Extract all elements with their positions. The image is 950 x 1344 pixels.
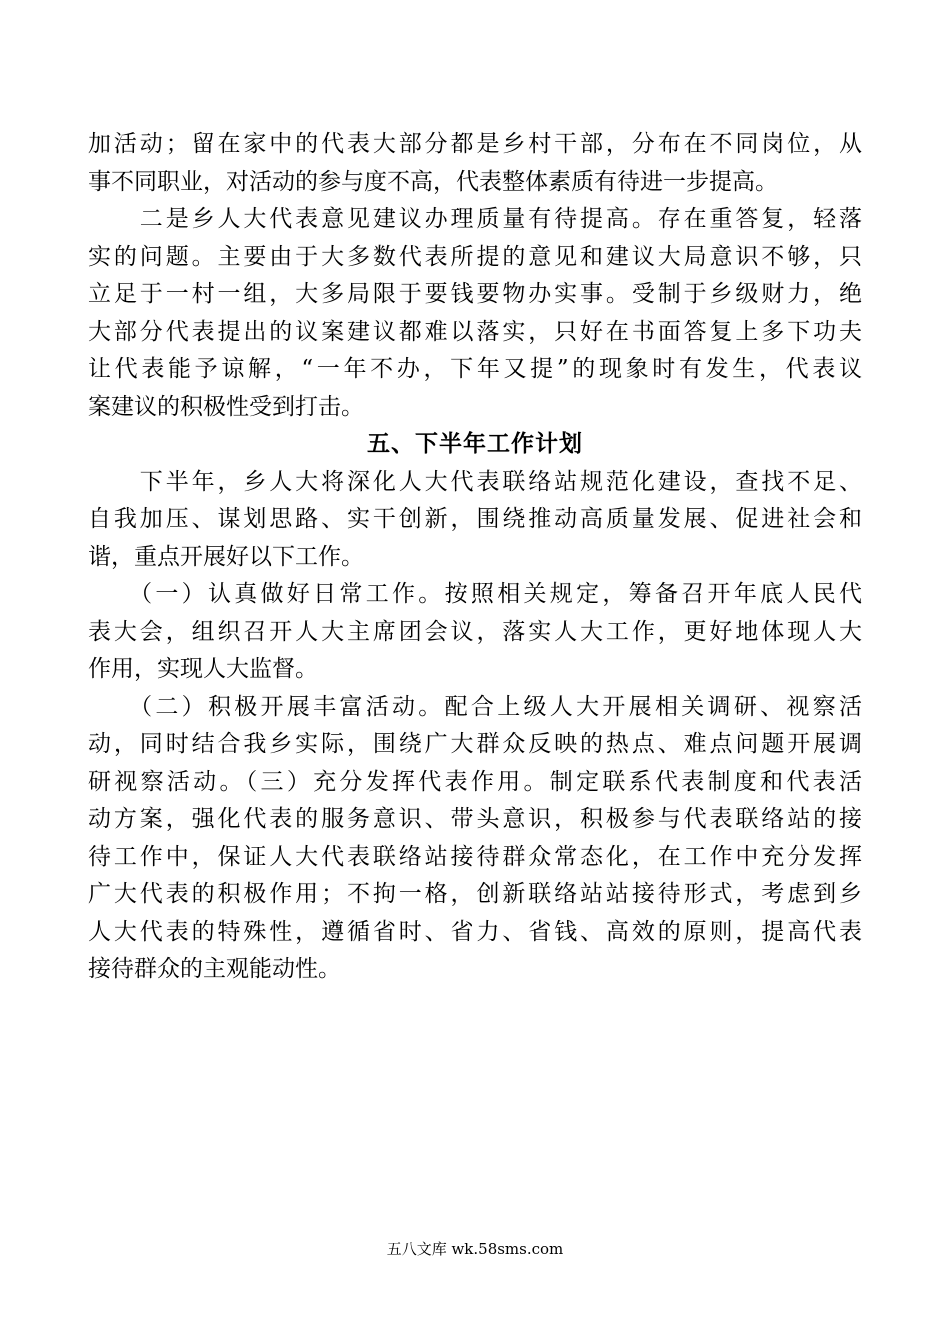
paragraph-line: 谐，重点开展好以下工作。	[88, 543, 364, 570]
paragraph-line: 实的问题。主要由于大多数代表所提的意见和建议大局意识不够，只	[88, 243, 862, 270]
paragraph-line: 案建议的积极性受到打击。	[88, 393, 364, 420]
paragraph-line: 作用，实现人大监督。	[88, 656, 318, 682]
paragraph-line: 立足于一村一组，大多局限于要钱要物办实事。受制于乡级财力，绝	[88, 281, 862, 307]
paragraph-line: 人大代表的特殊性，遵循省时、省力、省钱、高效的原则，提高代表	[88, 918, 862, 945]
paragraph-line: 大部分代表提出的议案建议都难以落实，只好在书面答复上多下功夫	[88, 318, 862, 345]
paragraph-line: 二是乡人大代表意见建议办理质量有待提高。存在重答复，轻落	[88, 206, 862, 232]
section-heading: 五、下半年工作计划	[367, 431, 583, 457]
paragraph-line: （二）积极开展丰富活动。配合上级人大开展相关调研、视察活	[88, 693, 862, 720]
paragraph-line: 事不同职业，对活动的参与度不高，代表整体素质有待进一步提高。	[88, 168, 778, 195]
paragraph-line: 让代表能予谅解，“一年不办，下年又提”的现象时有发生，代表议	[88, 356, 862, 382]
paragraph-line: 动，同时结合我乡实际，围绕广大群众反映的热点、难点问题开展调	[88, 731, 862, 757]
paragraph-line: 表大会，组织召开人大主席团会议，落实人大工作，更好地体现人大	[88, 618, 862, 645]
paragraph-line: 接待群众的主观能动性。	[88, 956, 341, 982]
paragraph-line: 广大代表的积极作用；不拘一格，创新联络站站接待形式，考虑到乡	[88, 881, 862, 907]
paragraph-line: 待工作中，保证人大代表联络站接待群众常态化，在工作中充分发挥	[88, 843, 862, 870]
paragraph-line: 研视察活动。（三）充分发挥代表作用。制定联系代表制度和代表活	[88, 768, 862, 795]
paragraph-line: （一）认真做好日常工作。按照相关规定，筹备召开年底人民代	[88, 581, 862, 607]
document-body	[88, 126, 862, 989]
paragraph-line: 加活动；留在家中的代表大部分都是乡村干部，分布在不同岗位，从	[88, 131, 862, 157]
paragraph-line: 动方案，强化代表的服务意识、带头意识，积极参与代表联络站的接	[88, 806, 862, 832]
paragraph-line: 下半年，乡人大将深化人大代表联络站规范化建设，查找不足、	[88, 468, 862, 495]
paragraph-line: 自我加压、谋划思路、实干创新，围绕推动高质量发展、促进社会和	[88, 506, 862, 532]
footer-watermark: 五八文库 wk.58sms.com	[386, 1240, 564, 1258]
